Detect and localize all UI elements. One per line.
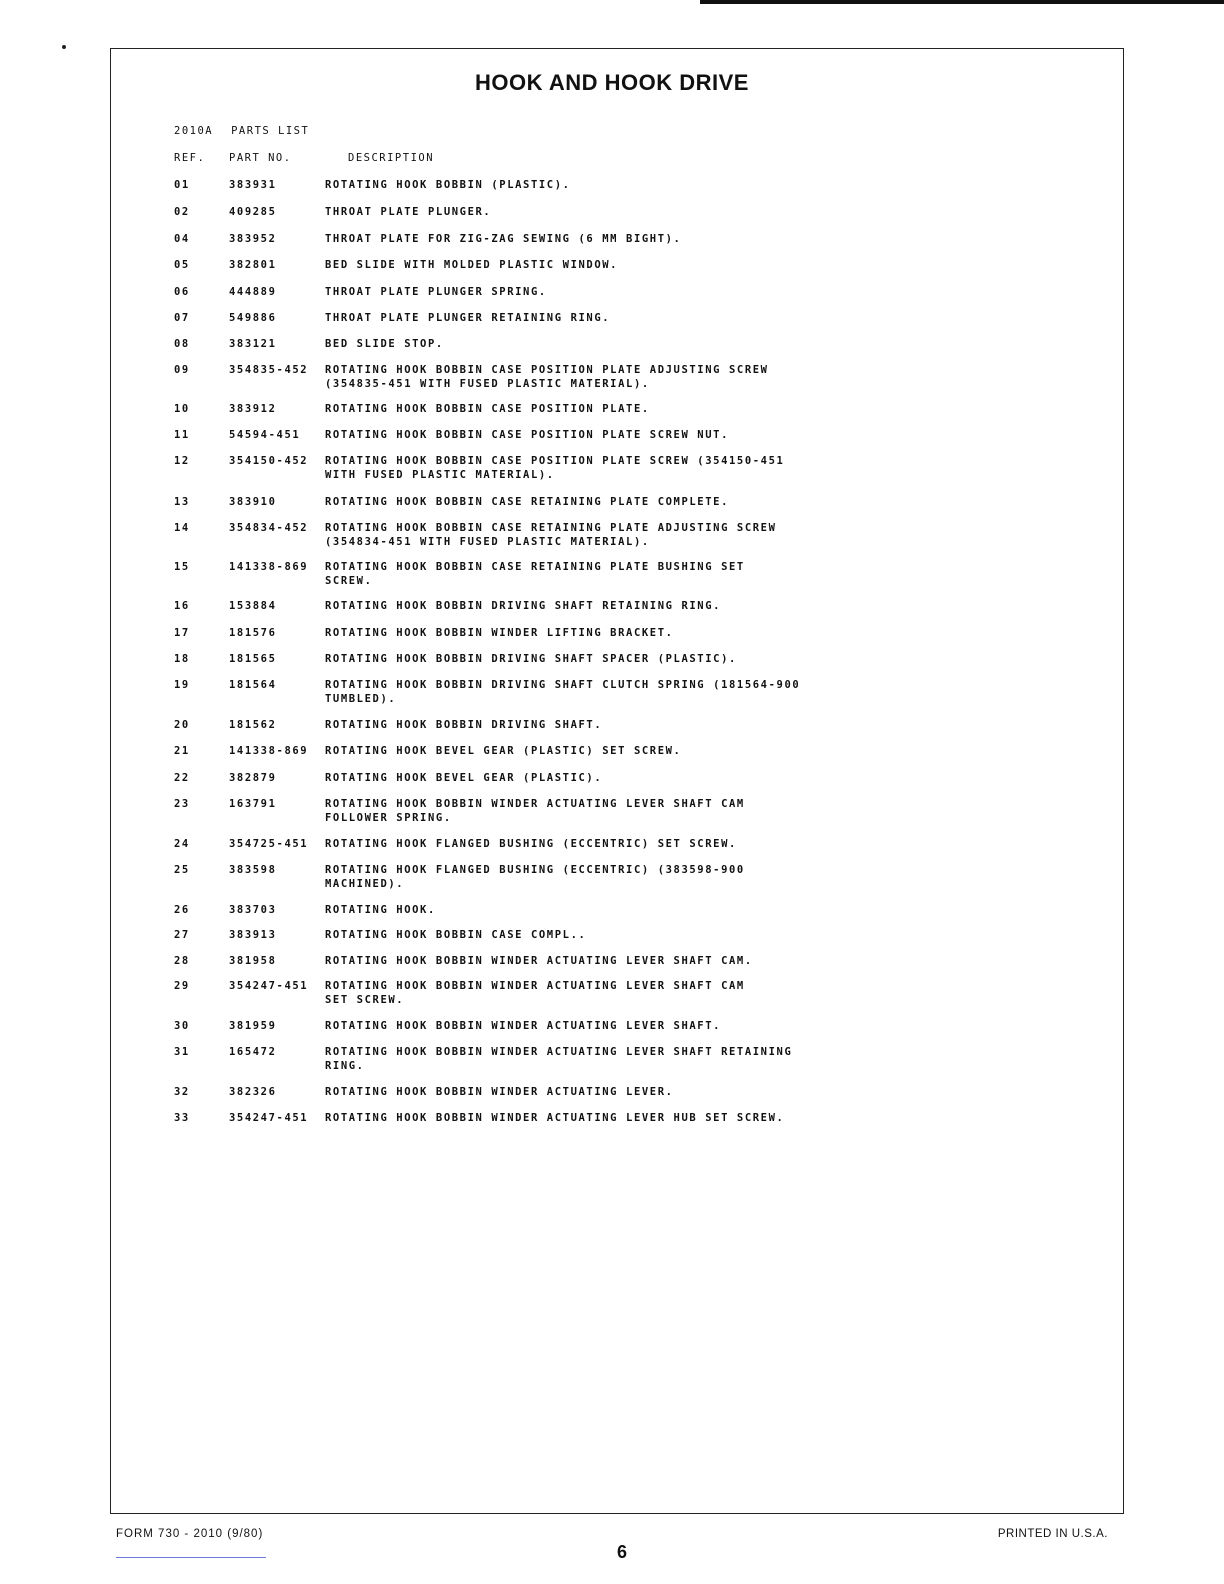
- ref-cell: 28: [174, 955, 190, 967]
- ref-cell: 18: [174, 653, 190, 665]
- ref-cell: 11: [174, 429, 190, 441]
- part-number-cell: 165472: [229, 1046, 277, 1058]
- ref-cell: 19: [174, 679, 190, 691]
- part-number-cell: 354150-452: [229, 455, 309, 467]
- ref-cell: 30: [174, 1020, 190, 1032]
- part-number-cell: 181562: [229, 719, 277, 731]
- part-number-cell: 444889: [229, 286, 277, 298]
- description-cell: ROTATING HOOK BOBBIN WINDER LIFTING BRACKET.: [325, 627, 674, 639]
- ref-cell: 04: [174, 233, 190, 245]
- part-number-cell: 383703: [229, 904, 277, 916]
- description-cell: ROTATING HOOK FLANGED BUSHING (ECCENTRIC) (383598-900 MACHINED).: [325, 864, 745, 890]
- description-cell: ROTATING HOOK BOBBIN WINDER ACTUATING LEVER SHAFT.: [325, 1020, 722, 1032]
- ref-cell: 06: [174, 286, 190, 298]
- ref-cell: 05: [174, 259, 190, 271]
- description-cell: ROTATING HOOK BOBBIN CASE POSITION PLATE.: [325, 403, 650, 415]
- description-cell: BED SLIDE STOP.: [325, 338, 444, 350]
- description-cell: ROTATING HOOK BOBBIN CASE RETAINING PLATE ADJUSTING SCREW (354834-451 WITH FUSED PLASTIC MATERIAL).: [325, 522, 777, 548]
- description-cell: ROTATING HOOK BEVEL GEAR (PLASTIC) SET SCREW.: [325, 745, 682, 757]
- description-cell: ROTATING HOOK BOBBIN WINDER ACTUATING LEVER HUB SET SCREW.: [325, 1112, 785, 1124]
- ref-cell: 15: [174, 561, 190, 573]
- ref-cell: 08: [174, 338, 190, 350]
- ref-cell: 16: [174, 600, 190, 612]
- ref-cell: 27: [174, 929, 190, 941]
- part-number-cell: 383952: [229, 233, 277, 245]
- description-cell: ROTATING HOOK BOBBIN DRIVING SHAFT RETAINING RING.: [325, 600, 722, 612]
- form-number: FORM 730 - 2010 (9/80): [116, 1528, 264, 1540]
- margin-dot: [62, 45, 66, 49]
- part-number-cell: 383598: [229, 864, 277, 876]
- description-cell: ROTATING HOOK BOBBIN CASE RETAINING PLATE BUSHING SET SCREW.: [325, 561, 745, 587]
- description-cell: ROTATING HOOK.: [325, 904, 436, 916]
- part-number-cell: 354247-451: [229, 980, 309, 992]
- description-cell: ROTATING HOOK BOBBIN CASE POSITION PLATE SCREW (354150-451 WITH FUSED PLASTIC MATERIAL).: [325, 455, 785, 481]
- part-number-cell: 153884: [229, 600, 277, 612]
- description-cell: ROTATING HOOK BOBBIN CASE COMPL..: [325, 929, 587, 941]
- ref-cell: 26: [174, 904, 190, 916]
- ref-cell: 12: [174, 455, 190, 467]
- part-number-cell: 141338-869: [229, 745, 309, 757]
- part-number-cell: 354835-452: [229, 364, 309, 376]
- description-cell: THROAT PLATE PLUNGER SPRING.: [325, 286, 547, 298]
- part-number-cell: 354247-451: [229, 1112, 309, 1124]
- description-cell: ROTATING HOOK BEVEL GEAR (PLASTIC).: [325, 772, 603, 784]
- description-cell: ROTATING HOOK FLANGED BUSHING (ECCENTRIC) SET SCREW.: [325, 838, 737, 850]
- description-cell: ROTATING HOOK BOBBIN CASE RETAINING PLATE COMPLETE.: [325, 496, 729, 508]
- page-title: HOOK AND HOOK DRIVE: [475, 70, 749, 95]
- description-cell: ROTATING HOOK BOBBIN (PLASTIC).: [325, 179, 571, 191]
- ref-cell: 25: [174, 864, 190, 876]
- description-header: DESCRIPTION: [348, 152, 435, 164]
- ref-cell: 21: [174, 745, 190, 757]
- description-cell: ROTATING HOOK BOBBIN WINDER ACTUATING LEVER.: [325, 1086, 674, 1098]
- description-cell: THROAT PLATE PLUNGER RETAINING RING.: [325, 312, 611, 324]
- part-number-cell: 181576: [229, 627, 277, 639]
- part-number-cell: 381959: [229, 1020, 277, 1032]
- part-number-cell: 181564: [229, 679, 277, 691]
- parts-list-code-line: [174, 125, 309, 137]
- part-number-cell: 383931: [229, 179, 277, 191]
- part-number-cell: 163791: [229, 798, 277, 810]
- description-cell: ROTATING HOOK BOBBIN CASE POSITION PLATE ADJUSTING SCREW (354835-451 WITH FUSED PLASTIC MATERIAL).: [325, 364, 769, 390]
- description-cell: ROTATING HOOK BOBBIN DRIVING SHAFT.: [325, 719, 603, 731]
- printed-in: PRINTED IN U.S.A.: [997, 1528, 1108, 1540]
- part-number-cell: 383912: [229, 403, 277, 415]
- part-number-cell: 354725-451: [229, 838, 309, 850]
- part-number-cell: 383913: [229, 929, 277, 941]
- part-number-cell: 354834-452: [229, 522, 309, 534]
- description-cell: THROAT PLATE FOR ZIG-ZAG SEWING (6 MM BIGHT).: [325, 233, 682, 245]
- list-label: PARTS LIST: [231, 125, 310, 137]
- part-number-cell: 383121: [229, 338, 277, 350]
- ref-cell: 07: [174, 312, 190, 324]
- part-number-cell: 382326: [229, 1086, 277, 1098]
- description-cell: BED SLIDE WITH MOLDED PLASTIC WINDOW.: [325, 259, 619, 271]
- top-edge-line: [700, 0, 1224, 4]
- ref-cell: 02: [174, 206, 190, 218]
- part-number-cell: 549886: [229, 312, 277, 324]
- description-cell: ROTATING HOOK BOBBIN DRIVING SHAFT CLUTCH SPRING (181564-900 TUMBLED).: [325, 679, 801, 705]
- ref-cell: 09: [174, 364, 190, 376]
- ref-cell: 14: [174, 522, 190, 534]
- part-number-cell: 383910: [229, 496, 277, 508]
- part-number-cell: 409285: [229, 206, 277, 218]
- description-cell: ROTATING HOOK BOBBIN WINDER ACTUATING LEVER SHAFT CAM SET SCREW.: [325, 980, 745, 1006]
- page-number: 6: [616, 1542, 627, 1562]
- part-number-cell: 382879: [229, 772, 277, 784]
- ref-cell: 13: [174, 496, 190, 508]
- ref-cell: 10: [174, 403, 190, 415]
- ref-cell: 33: [174, 1112, 190, 1124]
- ref-cell: 32: [174, 1086, 190, 1098]
- description-cell: ROTATING HOOK BOBBIN DRIVING SHAFT SPACER (PLASTIC).: [325, 653, 737, 665]
- part-number-cell: 54594-451: [229, 429, 301, 441]
- list-code: 2010A: [174, 125, 214, 137]
- part-number-cell: 181565: [229, 653, 277, 665]
- description-cell: ROTATING HOOK BOBBIN WINDER ACTUATING LEVER SHAFT RETAINING RING.: [325, 1046, 793, 1072]
- ref-cell: 24: [174, 838, 190, 850]
- ref-cell: 01: [174, 179, 190, 191]
- ref-cell: 29: [174, 980, 190, 992]
- ref-cell: 31: [174, 1046, 190, 1058]
- ref-header: REF.: [174, 152, 206, 164]
- ref-cell: 17: [174, 627, 190, 639]
- description-cell: ROTATING HOOK BOBBIN CASE POSITION PLATE SCREW NUT.: [325, 429, 729, 441]
- part-number-cell: 381958: [229, 955, 277, 967]
- part-number-cell: 141338-869: [229, 561, 309, 573]
- ref-cell: 22: [174, 772, 190, 784]
- description-cell: ROTATING HOOK BOBBIN WINDER ACTUATING LEVER SHAFT CAM.: [325, 955, 753, 967]
- ref-cell: 20: [174, 719, 190, 731]
- part-no-header: PART NO.: [229, 152, 292, 164]
- part-number-cell: 382801: [229, 259, 277, 271]
- description-cell: ROTATING HOOK BOBBIN WINDER ACTUATING LEVER SHAFT CAM FOLLOWER SPRING.: [325, 798, 745, 824]
- ref-cell: 23: [174, 798, 190, 810]
- description-cell: THROAT PLATE PLUNGER.: [325, 206, 492, 218]
